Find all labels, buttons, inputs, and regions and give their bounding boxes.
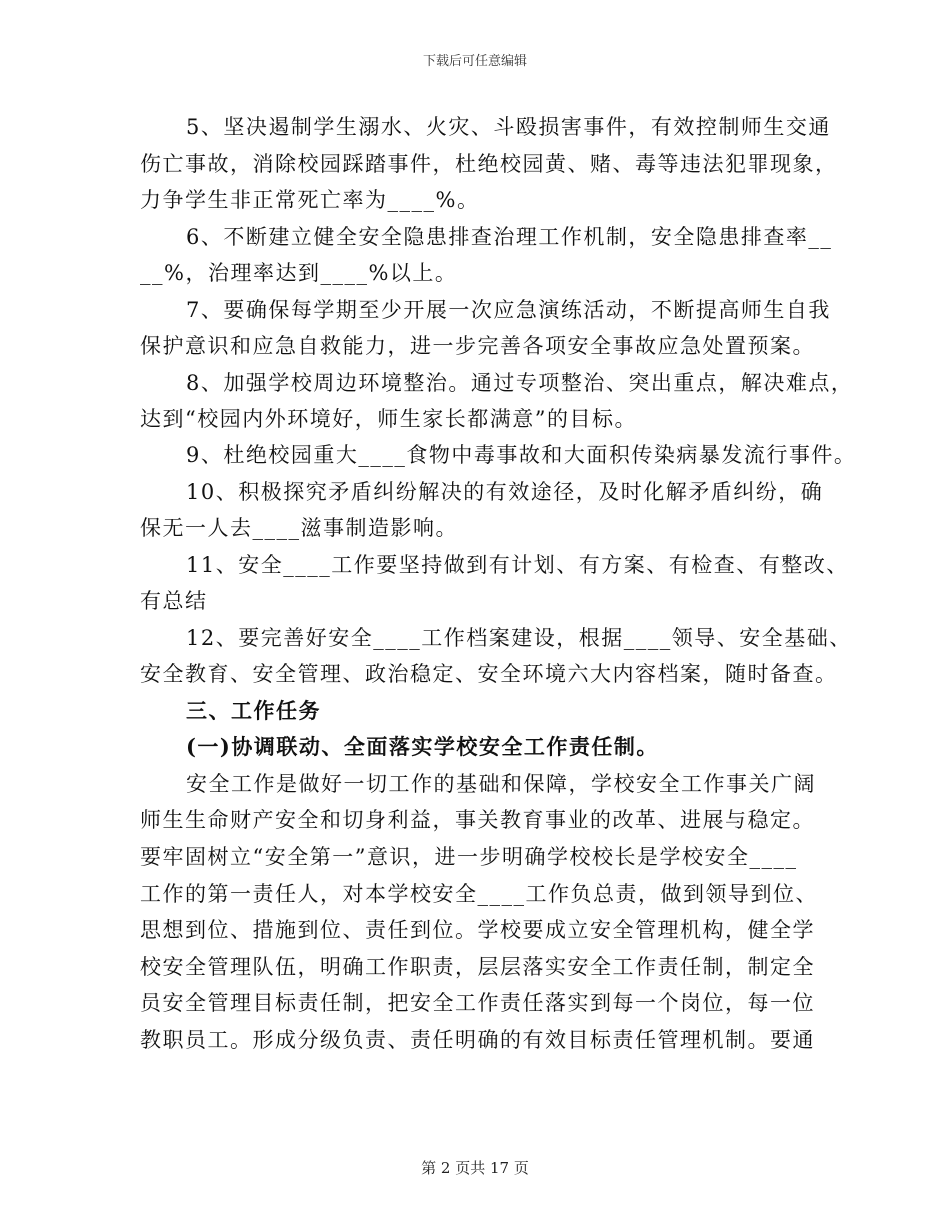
paragraph-line: 校安全管理队伍，明确工作职责，层层落实安全工作责任制，制定全 <box>140 955 815 979</box>
paragraph-line: 思想到位、措施到位、责任到位。学校要成立安全管理机构，健全学 <box>140 918 815 942</box>
paragraph-line: 员安全管理目标责任制，把安全工作责任落实到每一个岗位，每一位 <box>140 991 815 1015</box>
paragraph-line: 保无一人去____滋事制造影响。 <box>140 516 458 540</box>
page-footer: 第 2 页共 17 页 <box>421 1159 529 1177</box>
paragraph-line: __%，治理率达到____%以上。 <box>140 261 458 285</box>
paragraph-line: 7、要确保每学期至少开展一次应急演练活动，不断提高师生自我 <box>186 298 831 322</box>
paragraph-line: 要牢固树立“安全第一”意识，进一步明确学校校长是学校安全____ <box>140 845 798 869</box>
paragraph-line: 安全教育、安全管理、政治稳定、安全环境六大内容档案，随时备查。 <box>140 662 838 686</box>
paragraph-line: 有总结 <box>140 589 208 613</box>
paragraph-line: 9、杜绝校园重大____食物中毒事故和大面积传染病暴发流行事件。 <box>186 443 857 467</box>
paragraph-line: 力争学生非正常死亡率为____%。 <box>140 188 480 212</box>
paragraph-line: 达到“校园内外环境好，师生家长都满意”的目标。 <box>140 407 637 431</box>
section-heading-line: 三、工作任务 <box>186 698 321 723</box>
paragraph-line: 5、坚决遏制学生溺水、火灾、斗殴损害事件，有效控制师生交通 <box>186 115 831 139</box>
page-header: 下载后可任意编辑 <box>422 54 527 69</box>
paragraph-line: 教职员工。形成分级负责、责任明确的有效目标责任管理机制。要通 <box>140 1028 815 1052</box>
paragraph-line: 11、安全____工作要坚持做到有计划、有方案、有检查、有整改、 <box>186 553 849 577</box>
paragraph-line: 工作的第一责任人，对本学校安全____工作负总责，做到领导到位、 <box>140 882 818 906</box>
paragraph-line: 安全工作是做好一切工作的基础和保障，学校安全工作事关广阔 <box>186 772 816 796</box>
section-heading-line: (一)协调联动、全面落实学校安全工作责任制。 <box>186 734 659 759</box>
paragraph-line: 师生生命财产安全和切身利益，事关教育事业的改革、进展与稳定。 <box>140 808 815 832</box>
paragraph-line: 8、加强学校周边环境整治。通过专项整治、突出重点，解决难点， <box>186 371 854 395</box>
paragraph-line: 12、要完善好安全____工作档案建设，根据____领导、安全基础、 <box>186 626 852 650</box>
paragraph-line: 6、不断建立健全安全隐患排查治理工作机制，安全隐患排查率__ <box>186 225 833 249</box>
paragraph-line: 保护意识和应急自救能力，进一步完善各项安全事故应急处置预案。 <box>140 334 815 358</box>
paragraph-line: 伤亡事故，消除校园踩踏事件，杜绝校园黄、赌、毒等违法犯罪现象， <box>140 152 838 176</box>
paragraph-line: 10、积极探究矛盾纠纷解决的有效途径，及时化解矛盾纠纷，确 <box>186 480 824 504</box>
